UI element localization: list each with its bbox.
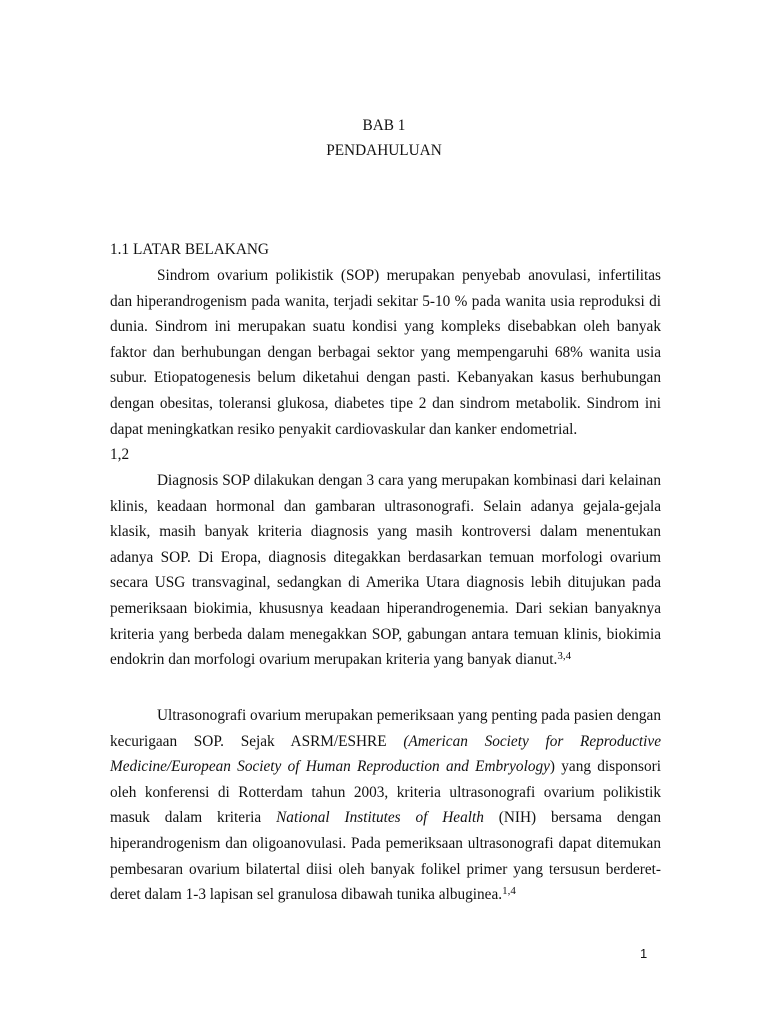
paragraph-2-text: Diagnosis SOP dilakukan dengan 3 cara yang merupakan kombinasi dari kelainan klinis, keadaan hormonal dan gambaran ultrasonografi. Selain adanya gejala-gejala klasik, masih banyak kriteria diagnosis yang masih kontroversi dalam menentukan adanya SOP. Di Eropa, diagnosis ditegakkan berdasarkan temuan morfologi ovarium secara USG transvaginal, sedangkan di Amerika Utara diagnosis lebih ditujukan pada pemeriksaan biokimia, khususnya keadaan hiperandrogenemia. Dari sekian banyaknya kriteria yang berbeda dalam menegakkan SOP, gabungan antara temuan klinis, biokimia endokrin dan morfologi ovarium merupakan kriteria yang banyak dianut. <box>110 472 661 669</box>
paragraph-3-italic-asrm: (American Society for Reproductive Medicine/European Society of Human Reproduction and Embryology <box>110 732 661 776</box>
chapter-number: BAB 1 <box>362 117 406 134</box>
paragraph-3-text-a: Ultrasonografi ovarium merupakan pemeriksaan yang penting pada pasien dengan kecurigaan SOP. Sejak ASRM/ESHRE <box>110 707 661 750</box>
paragraph-2-citation: 3,4 <box>557 650 572 663</box>
paragraph-3-italic-nih: National Institutes of Health <box>276 809 484 827</box>
paragraph-3-text-b: ) yang disponsori oleh konferensi di Rotterdam tahun 2003, kriteria ultrasonografi ovarium polikistik masuk dalam kriteria <box>110 758 661 827</box>
paragraph-2 <box>110 468 661 673</box>
paragraph-3-text-c: (NIH) bersama dengan hiperandrogenism dan oligoanovulasi. Pada pemeriksaan ultrasonografi dapat ditemukan pembesaran ovarium bilatertal diisi oleh banyak folikel primer yang tersusun berderet-deret dalam 1-3 lapisan sel granulosa dibawah tunika albuginea. <box>110 809 661 904</box>
paragraph-1-citation: 1,2 <box>110 446 130 464</box>
paragraph-1-text: Sindrom ovarium polikistik (SOP) merupakan penyebab anovulasi, infertilitas dan hiperandrogenism pada wanita, terjadi sekitar 5-10 % pada wanita usia reproduksi di dunia. Sindrom ini merupakan suatu kondisi yang kompleks disebabkan oleh banyak faktor dan berhubungan dengan berbagai sektor yang mempengaruhi 68% wanita usia subur. Etiopatogenesis belum diketahui dengan pasti. Kebanyakan kasus berhubungan dengan obesitas, toleransi glukosa, diabetes tipe 2 dan sindrom metabolik. Sindrom ini dapat meningkatkan resiko penyakit cardiovaskular dan kanker endometrial. <box>110 267 661 438</box>
section-heading: 1.1 LATAR BELAKANG <box>110 241 269 258</box>
paragraph-3 <box>110 703 661 908</box>
paragraph-3-citation: 1,4 <box>502 885 516 898</box>
page-number: 1 <box>640 946 648 961</box>
chapter-title: PENDAHULUAN <box>326 142 442 159</box>
paragraph-1 <box>110 263 661 468</box>
